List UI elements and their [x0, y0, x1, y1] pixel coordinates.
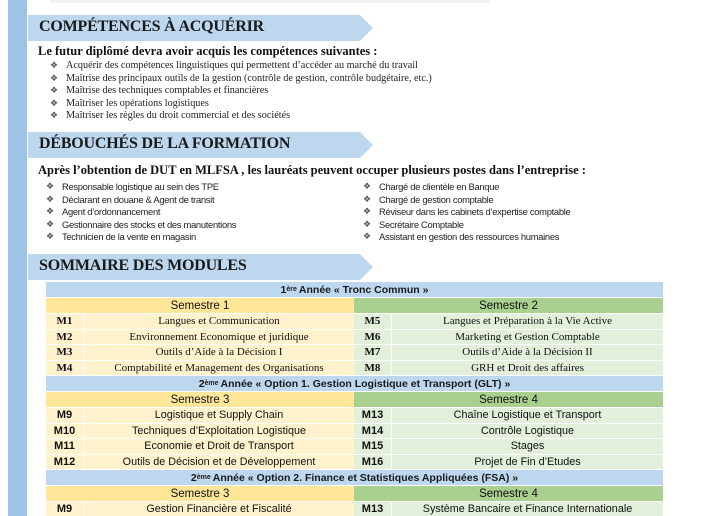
module-name: Langues et Communication	[158, 315, 280, 328]
section-arrow-tip	[360, 132, 373, 158]
module-code: M7	[354, 345, 392, 360]
module-name: Projet de Fin d’Etudes	[474, 455, 581, 468]
module-code: M9	[46, 502, 84, 516]
diamond-bullet-icon: ❖	[46, 207, 54, 218]
semester-right-header: Semestre 4	[354, 486, 663, 501]
module-name: Outils d’Aide à la Décision II	[462, 346, 593, 359]
module-code: M14	[354, 424, 392, 439]
diamond-bullet-icon: ❖	[363, 232, 371, 243]
list-item: ❖ Acquérir des compétences linguistiques qui permettent d’accéder au marché du travail	[50, 60, 418, 71]
diamond-bullet-icon: ❖	[50, 61, 59, 71]
diamond-bullet-icon: ❖	[50, 86, 59, 97]
table-row	[46, 424, 663, 440]
list-item: ❖ Maîtriser les opérations logistiques	[50, 97, 209, 109]
list-item: ❖ Gestionnaire des stocks et des manutentions	[46, 218, 237, 230]
list-item: ❖ Chargé de gestion comptable	[363, 193, 494, 205]
cut-off-text-line	[50, 0, 490, 3]
module-name: Stages	[510, 440, 545, 453]
debouches-intro: Après l’obtention de DUT en MLFSA , les lauréats peuvent occuper plusieurs postes dans l’entreprise :	[38, 163, 586, 177]
modules-table	[46, 282, 663, 516]
section-arrow-tip	[360, 15, 373, 41]
semester-right-header: Semestre 4	[354, 392, 663, 407]
module-code: M10	[46, 424, 84, 439]
list-item: ❖ Agent d’ordonnancement	[46, 206, 161, 218]
section-title: COMPÉTENCES À ACQUÉRIR	[39, 18, 264, 35]
debouches-list-left	[46, 181, 236, 244]
module-name: Outils de Décision et de Développement	[122, 455, 316, 468]
list-item: ❖ Maîtrise des principaux outils de la gestion (contrôle de gestion, contrôle budgétaire, etc.)	[50, 72, 432, 84]
module-name: Comptabilité et Management des Organisations	[114, 361, 324, 374]
semester-left-header: Semestre 3	[46, 486, 354, 501]
competences-intro: Le futur diplômé devra avoir acquis les compétences suivantes :	[38, 44, 378, 58]
module-code: M13	[354, 502, 392, 516]
table-row	[46, 439, 663, 455]
list-item: ❖ Réviseur dans les cabinets d’expertise comptable	[363, 206, 571, 218]
section-title: SOMMAIRE DES MODULES	[39, 257, 247, 274]
module-code: M16	[354, 455, 392, 470]
module-code: M3	[46, 345, 84, 360]
section-arrow-tip	[360, 254, 373, 280]
semester-header-row	[46, 298, 663, 314]
module-code: M5	[354, 314, 392, 329]
diamond-bullet-icon: ❖	[363, 207, 371, 218]
debouches-list-right	[363, 181, 570, 244]
competences-list	[50, 60, 432, 123]
module-name: Environnement Economique et juridique	[129, 330, 309, 343]
module-name: Logistique et Supply Chain	[154, 409, 284, 422]
semester-left-header: Semestre 1	[46, 298, 354, 313]
list-item: ❖ Maîtriser les règles du droit commercial et des sociétés	[50, 110, 291, 122]
list-item: ❖ Déclarant en douane & Agent de transit	[46, 193, 215, 205]
module-name: Techniques d’Exploitation Logistique	[131, 424, 307, 437]
section-title: DÉBOUCHÉS DE LA FORMATION	[39, 135, 291, 152]
diamond-bullet-icon: ❖	[363, 219, 371, 230]
table-row	[46, 345, 663, 361]
module-code: M9	[46, 408, 84, 423]
diamond-bullet-icon: ❖	[363, 194, 371, 205]
module-code: M8	[354, 361, 392, 376]
diamond-bullet-icon: ❖	[50, 73, 59, 84]
list-item: ❖ Secrétaire Comptable	[363, 218, 464, 230]
module-code: M13	[354, 408, 392, 423]
diamond-bullet-icon: ❖	[46, 182, 54, 192]
module-name: Gestion Financière et Fiscalité	[146, 503, 292, 516]
year-header-row: 2 ème Année « Option 2. Finance et Statistiques Appliquées (FSA) »	[46, 470, 663, 486]
list-item: ❖ Responsable logistique au sein des TPE	[46, 181, 219, 192]
module-name: Economie et Droit de Transport	[144, 440, 294, 453]
semester-header-row	[46, 392, 663, 408]
module-name: Chaîne Logistique et Transport	[453, 409, 602, 422]
semester-left-header: Semestre 3	[46, 392, 354, 407]
table-row	[46, 314, 663, 330]
module-code: M11	[46, 439, 84, 454]
module-code: M6	[354, 330, 392, 345]
module-name: Contrôle Logistique	[480, 424, 575, 437]
year-header-row: 1 ère Année « Tronc Commun »	[46, 282, 663, 298]
list-item: ❖ Technicien de la vente en magasin	[46, 231, 196, 243]
semester-header-row	[46, 486, 663, 502]
module-code: M2	[46, 330, 84, 345]
diamond-bullet-icon: ❖	[46, 219, 54, 230]
diamond-bullet-icon: ❖	[50, 98, 59, 109]
diamond-bullet-icon: ❖	[363, 182, 371, 192]
table-row	[46, 455, 663, 471]
module-code: M15	[354, 439, 392, 454]
module-name: GRH et Droit des affaires	[471, 361, 584, 374]
diamond-bullet-icon: ❖	[50, 111, 59, 122]
table-row	[46, 361, 663, 377]
list-item: ❖ Assistant en gestion des ressources humaines	[363, 231, 560, 243]
table-row	[46, 502, 663, 516]
table-row	[46, 330, 663, 346]
page-side-strip	[8, 0, 27, 516]
diamond-bullet-icon: ❖	[46, 232, 54, 243]
module-name: Marketing et Gestion Comptable	[455, 330, 600, 343]
module-name: Outils d’Aide à la Décision I	[155, 346, 283, 359]
module-code: M12	[46, 455, 84, 470]
module-code: M4	[46, 361, 84, 376]
diamond-bullet-icon: ❖	[46, 194, 54, 205]
table-row	[46, 408, 663, 424]
year-header-row: 2 ème Année « Option 1. Gestion Logistique et Transport (GLT) »	[46, 376, 663, 392]
list-item: ❖ Chargé de clientèle en Banque	[363, 181, 500, 192]
semester-right-header: Semestre 2	[354, 298, 663, 313]
list-item: ❖ Maîtrise des techniques comptables et financières	[50, 85, 269, 97]
module-name: Système Bancaire et Finance Internationale	[422, 503, 633, 516]
module-name: Langues et Préparation à la Vie Active	[443, 315, 612, 328]
module-code: M1	[46, 314, 84, 329]
